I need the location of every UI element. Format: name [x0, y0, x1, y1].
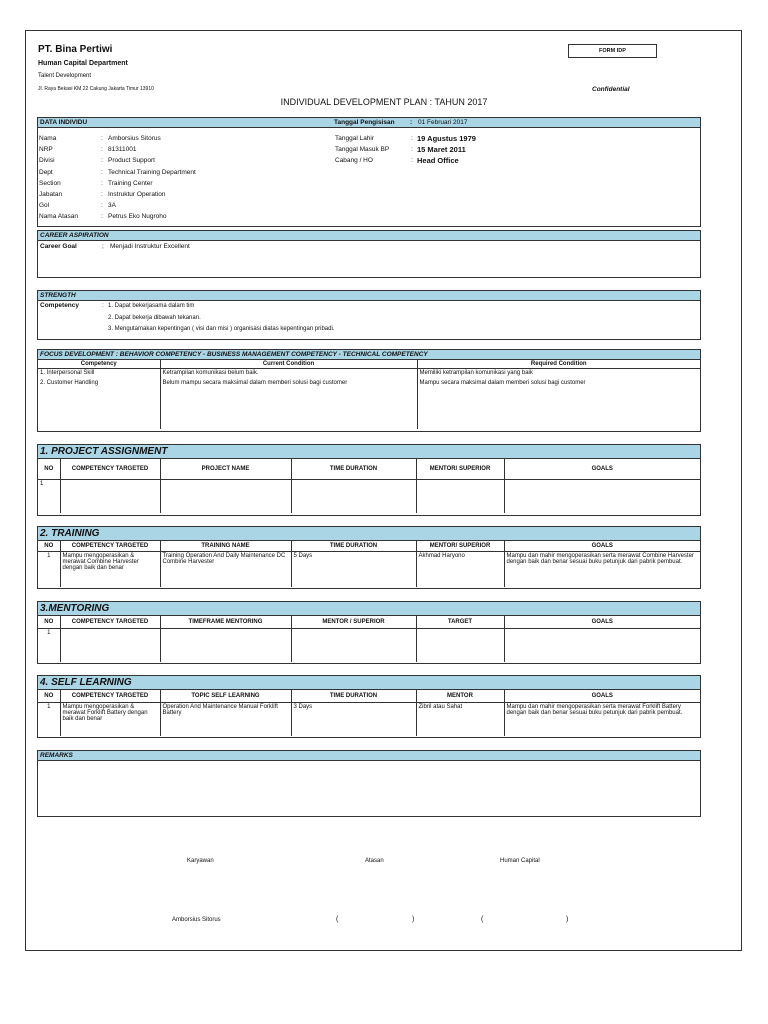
individu-value: Petrus Eko Nugroho — [108, 213, 167, 221]
strength-item-3: 3. Mengutamakan kepentingan ( visi dan misi ) organisasi diatas kepentingan pribadi. — [108, 326, 335, 332]
training-section — [37, 526, 701, 589]
individu-right-label: Cabang / HO — [335, 157, 373, 165]
project-col-duration: TIME DURATION — [291, 459, 416, 479]
project-row-name — [160, 479, 291, 513]
project-table — [38, 459, 700, 513]
individu-value: Technical Training Department — [108, 168, 196, 176]
address: Jl. Raya Bekasi KM 22 Cakung Jakarta Timur 13910 — [38, 86, 154, 92]
confidential-label: Confidential — [592, 86, 630, 93]
mentoring-row-no: 1 — [38, 628, 60, 662]
individu-right-colon: : — [411, 157, 413, 165]
training-col-mentor: MENTOR/ SUPERIOR — [416, 541, 504, 551]
individu-value: Amborsius Sitorus — [108, 135, 161, 142]
mentoring-col-goals: GOALS — [504, 616, 700, 628]
individu-value: Product Support — [108, 157, 155, 165]
training-table — [38, 541, 700, 587]
data-individu-header: DATA INDIVIDU Tanggal Pengisisan : 01 Februari 2017 — [38, 118, 700, 128]
individu-colon: : — [101, 168, 103, 176]
career-goal-value: Menjadi Instruktur Excellent — [110, 243, 190, 250]
strength-label: Competency — [40, 302, 80, 309]
unit-name: Talent Development — [38, 73, 92, 79]
self-learning-section — [37, 675, 701, 738]
training-col-no: NO — [38, 541, 60, 551]
signature-superior-close: ) — [412, 916, 415, 923]
self-learning-row-no: 1 — [38, 702, 60, 736]
training-row-goals: Mampu dan mahir mengoperasikan serta merawat Combine Harvester dengan baik dan benar sesuai buku petunjuk dari pabrik pembuat. — [504, 551, 700, 587]
signature-role-superior: Atasan — [365, 858, 384, 864]
self-learning-header: 4. SELF LEARNING — [38, 676, 700, 690]
self-learning-row-competency: Mampu mengoperasikan & merawat Forklift Battery dengan baik dan benar — [60, 702, 160, 736]
training-col-duration: TIME DURATION — [291, 541, 416, 551]
individu-label: Divisi — [39, 157, 55, 165]
focus-row-2-required: Mampu secara maksimal dalam memberi solusi bagi customer — [419, 380, 586, 386]
training-col-goals: GOALS — [504, 541, 700, 551]
individu-label: Section — [39, 179, 61, 187]
individu-right-value: 15 Maret 2011 — [417, 145, 466, 155]
individu-right-label: Tanggal Masuk BP — [335, 146, 390, 154]
focus-row-1-competency: 1. Interpersonal Skill — [40, 370, 95, 376]
department-name: Human Capital Department — [38, 60, 128, 67]
individu-label: Dept — [39, 168, 53, 176]
individu-right-colon: : — [411, 146, 413, 154]
project-row-no: 1 — [38, 479, 60, 513]
individu-value: 81311001 — [108, 146, 137, 154]
mentoring-section — [37, 601, 701, 664]
self-learning-row-mentor: Zibril atau Sahat — [416, 702, 504, 736]
self-learning-row-topic: Operation And Maintenance Manual Forklift Battery — [160, 702, 291, 736]
mentoring-row-goals — [504, 628, 700, 662]
self-learning-col-duration: TIME DURATION — [291, 690, 416, 702]
training-row-competency: Mampu mengoperasikan & merawat Combine Harvester dengan baik dan benar — [60, 551, 160, 587]
individu-label: Nama — [39, 135, 57, 142]
self-learning-col-competency: COMPETENCY TARGETED — [60, 690, 160, 702]
individu-right-value: 19 Agustus 1979 — [417, 134, 476, 143]
individu-value: Training Center — [108, 179, 153, 187]
individu-label: NRP — [39, 146, 53, 154]
remarks-header: REMARKS — [38, 751, 700, 761]
training-header: 2. TRAINING — [38, 527, 700, 541]
remarks-section — [37, 750, 701, 817]
project-col-no: NO — [38, 459, 60, 479]
focus-col-current: Current Condition — [160, 360, 417, 369]
focus-row-2-competency: 2. Customer Handling — [40, 380, 99, 386]
focus-competency-cell — [38, 369, 160, 429]
training-row-duration: 5 Days — [291, 551, 416, 587]
page-title: INDIVIDUAL DEVELOPMENT PLAN : TAHUN 2017 — [280, 97, 488, 107]
individu-label: Gol — [39, 202, 50, 210]
project-section — [37, 444, 701, 516]
self-learning-col-mentor: MENTOR — [416, 690, 504, 702]
self-learning-row-duration: 3 Days — [291, 702, 416, 736]
mentoring-table — [38, 616, 700, 662]
project-row-mentor — [416, 479, 504, 513]
signature-hc-open: ( — [481, 916, 484, 923]
project-col-mentor: MENTOR/ SUPERIOR — [416, 459, 504, 479]
training-row-name: Training Operation And Daily Maintenance DC Combine Harvester — [160, 551, 291, 587]
project-col-name: PROJECT NAME — [160, 459, 291, 479]
focus-table — [38, 360, 700, 429]
data-individu-title: DATA INDIVIDU — [40, 119, 88, 126]
focus-section — [37, 349, 701, 432]
individu-colon: : — [101, 191, 103, 198]
individu-colon: : — [101, 213, 103, 221]
mentoring-col-no: NO — [38, 616, 60, 628]
individu-value: 3A — [108, 202, 116, 210]
self-learning-row-goals: Mampu dan mahir mengoperasikan serta merawat Forklift Battery dengan baik dan benar sesuai buku petunjuk dari pabrik pembuat. — [504, 702, 700, 736]
individu-right-colon: : — [411, 135, 413, 142]
mentoring-row-competency — [60, 628, 160, 662]
individu-right-value: Head Office — [417, 156, 459, 166]
focus-row-1-required: Memiliki ketrampilan komunikasi yang baik — [419, 370, 533, 376]
strength-header: STRENGTH — [38, 291, 700, 301]
mentoring-row-target — [416, 628, 504, 662]
project-col-competency: COMPETENCY TARGETED — [60, 459, 160, 479]
career-goal-label: Career Goal — [40, 243, 77, 250]
self-learning-table — [38, 690, 700, 736]
date-label: Tanggal Pengisisan — [334, 119, 395, 126]
individu-colon: : — [101, 157, 103, 165]
strength-item-1: 1. Dapat bekerjasama dalam tim — [108, 303, 195, 309]
training-row-mentor: Akhmad Haryono — [416, 551, 504, 587]
individu-colon: : — [101, 146, 103, 154]
mentoring-col-timeframe: TIMEFRAME MENTORING — [160, 616, 291, 628]
career-section: CAREER ASPIRATION Career Goal ; Menjadi Instruktur Excellent — [37, 230, 701, 278]
mentoring-col-target: TARGET — [416, 616, 504, 628]
training-row-no: 1 — [38, 551, 60, 587]
training-col-competency: COMPETENCY TARGETED — [60, 541, 160, 551]
self-learning-col-topic: TOPIC SELF LEARNING — [160, 690, 291, 702]
signature-superior-open: ( — [336, 916, 339, 923]
individu-colon: : — [101, 202, 103, 210]
signature-employee-name: Amborsius Sitorus — [172, 917, 221, 923]
strength-item-2: 2. Dapat bekerja dibawah tekanan. — [108, 315, 201, 321]
individu-label: Jabatan — [39, 191, 63, 198]
mentoring-col-mentor: MENTOR / SUPERIOR — [291, 616, 416, 628]
self-learning-col-goals: GOALS — [504, 690, 700, 702]
focus-current-cell — [160, 369, 417, 429]
project-row-competency — [60, 479, 160, 513]
focus-row-1-current: Ketrampilan komunikasi belum baik. — [162, 370, 259, 376]
focus-header: FOCUS DEVELOPMENT : BEHAVIOR COMPETENCY - BUSINESS MANAGEMENT COMPETENCY - TECHNICAL COMPETENCY — [38, 350, 700, 360]
focus-required-cell — [417, 369, 700, 429]
signature-role-hc: Human Capital — [500, 858, 540, 864]
project-col-goals: GOALS — [504, 459, 700, 479]
mentoring-header: 3.MENTORING — [38, 602, 700, 616]
mentoring-row-mentor — [291, 628, 416, 662]
individu-colon: : — [101, 135, 103, 142]
individu-label: Nama Atasan — [39, 213, 79, 221]
signature-hc-close: ) — [566, 916, 569, 923]
focus-col-competency: Competency — [38, 360, 160, 369]
focus-col-required: Required Condition — [417, 360, 700, 369]
focus-row-2-current: Belum mampu secara maksimal dalam memberi solusi bagi customer — [162, 380, 348, 386]
form-id-box: FORM IDP — [568, 44, 657, 58]
project-row-duration — [291, 479, 416, 513]
individu-right-label: Tanggal Lahir — [335, 135, 375, 142]
project-row-goals — [504, 479, 700, 513]
individu-colon: : — [101, 179, 103, 187]
strength-section: STRENGTH Competency : 1. Dapat bekerjasama dalam tim 2. Dapat bekerja dibawah tekanan. 3. Mengutamakan kepentingan ( visi dan misi ) organisasi diatas kepentingan pribadi. — [37, 290, 701, 340]
mentoring-col-competency: COMPETENCY TARGETED — [60, 616, 160, 628]
date-value: 01 Februari 2017 — [418, 119, 468, 126]
training-col-name: TRAINING NAME — [160, 541, 291, 551]
self-learning-col-no: NO — [38, 690, 60, 702]
company-name: PT. Bina Pertiwi — [38, 44, 113, 55]
project-header: 1. PROJECT ASSIGNMENT — [38, 445, 700, 459]
career-header: CAREER ASPIRATION — [38, 231, 700, 241]
individu-value: Instruktur Operation — [108, 191, 166, 198]
signature-role-employee: Karyawan — [187, 858, 214, 864]
mentoring-row-timeframe — [160, 628, 291, 662]
